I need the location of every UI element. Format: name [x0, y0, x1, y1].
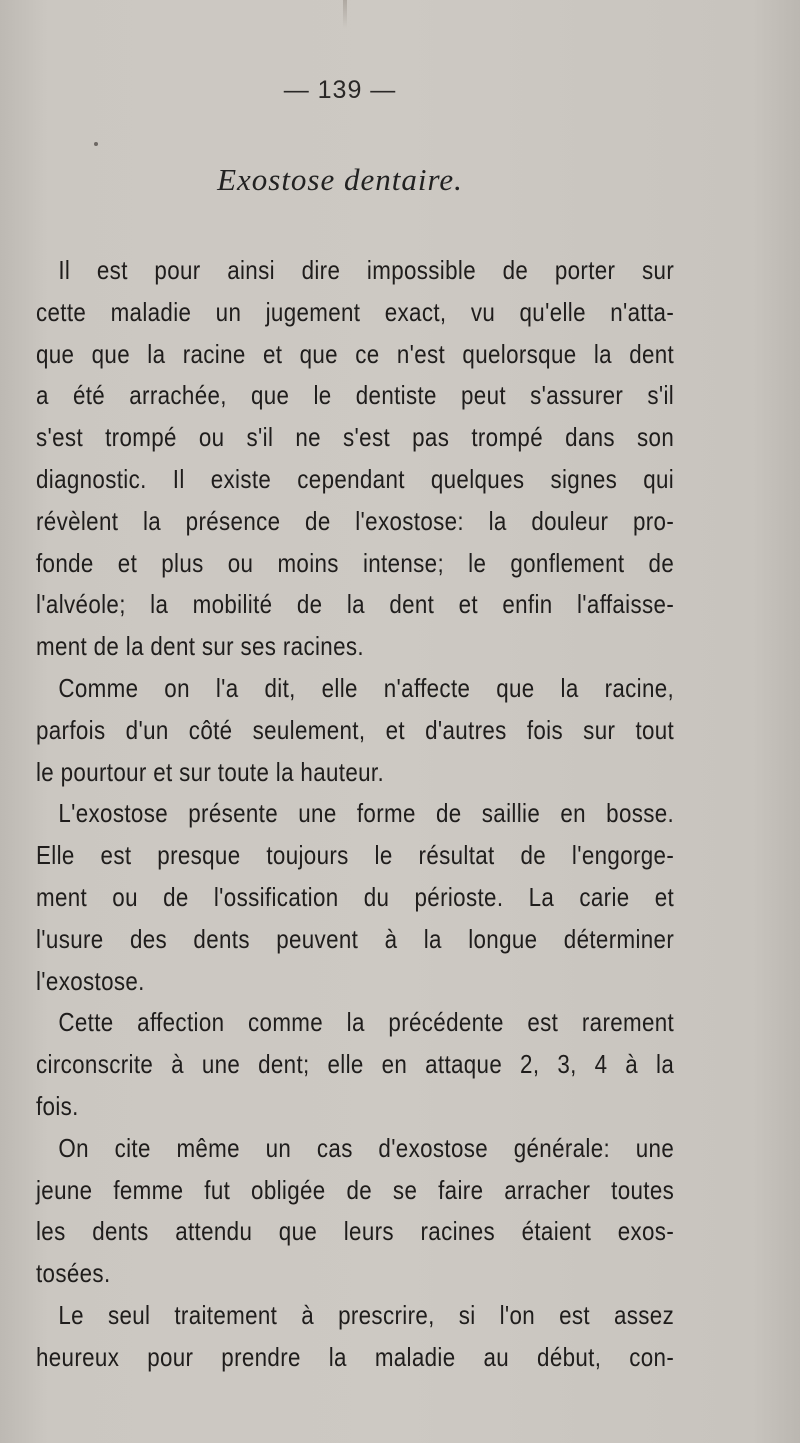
text-line: ment ou de l'ossification du périoste. La carie et: [36, 881, 675, 912]
text-line: Elle est presque toujours le résultat de l'engorge-: [36, 840, 675, 871]
text-line: tosées.: [36, 1258, 111, 1289]
text-line: On cite même un cas d'exostose générale: une: [58, 1132, 675, 1163]
text-line: fois.: [36, 1090, 79, 1121]
text-line: Cette affection comme la précédente est rarement: [58, 1007, 675, 1038]
text-line: heureux pour prendre la maladie au début, con-: [36, 1341, 675, 1372]
text-line: jeune femme fut obligée de se faire arracher toutes: [36, 1174, 675, 1205]
text-line: s'est trompé ou s'il ne s'est pas trompé dans son: [36, 422, 675, 453]
text-line: circonscrite à une dent; elle en attaque 2, 3, 4 à la: [36, 1049, 675, 1080]
body-text: [36, 250, 675, 1379]
text-line: le pourtour et sur toute la hauteur.: [36, 756, 385, 787]
text-line: l'usure des dents peuvent à la longue déterminer: [36, 923, 675, 954]
text-line: diagnostic. Il existe cependant quelques signes qui: [36, 463, 675, 494]
text-line: L'exostose présente une forme de saillie en bosse.: [58, 798, 675, 829]
text-line: révèlent la présence de l'exostose: la douleur pro-: [36, 505, 675, 536]
section-title: Exostose dentaire.: [217, 162, 463, 197]
text-line: les dents attendu que leurs racines étaient exos-: [36, 1216, 675, 1247]
text-line: l'alvéole; la mobilité de la dent et enfin l'affaisse-: [36, 589, 675, 620]
text-line: Le seul traitement à prescrire, si l'on est assez: [58, 1299, 675, 1330]
page-number: — 139 —: [283, 76, 397, 104]
text-line: Comme on l'a dit, elle n'affecte que la racine,: [58, 672, 675, 703]
text-line: a été arrachée, que le dentiste peut s'assurer s'il: [36, 380, 675, 411]
ink-smudge: [343, 0, 347, 28]
text-line: cette maladie un jugement exact, vu qu'elle n'atta-: [36, 296, 675, 327]
text-line: Il est pour ainsi dire impossible de porter sur: [58, 255, 675, 285]
text-line: parfois d'un côté seulement, et d'autres fois sur tout: [36, 714, 675, 745]
text-line: fonde et plus ou moins intense; le gonflement de: [36, 547, 675, 578]
text-line: ment de la dent sur ses racines.: [36, 631, 364, 662]
ink-dot: [94, 142, 98, 146]
text-line: que que la racine et que ce n'est quelorsque la dent: [36, 338, 675, 369]
text-line: l'exostose.: [36, 965, 145, 996]
